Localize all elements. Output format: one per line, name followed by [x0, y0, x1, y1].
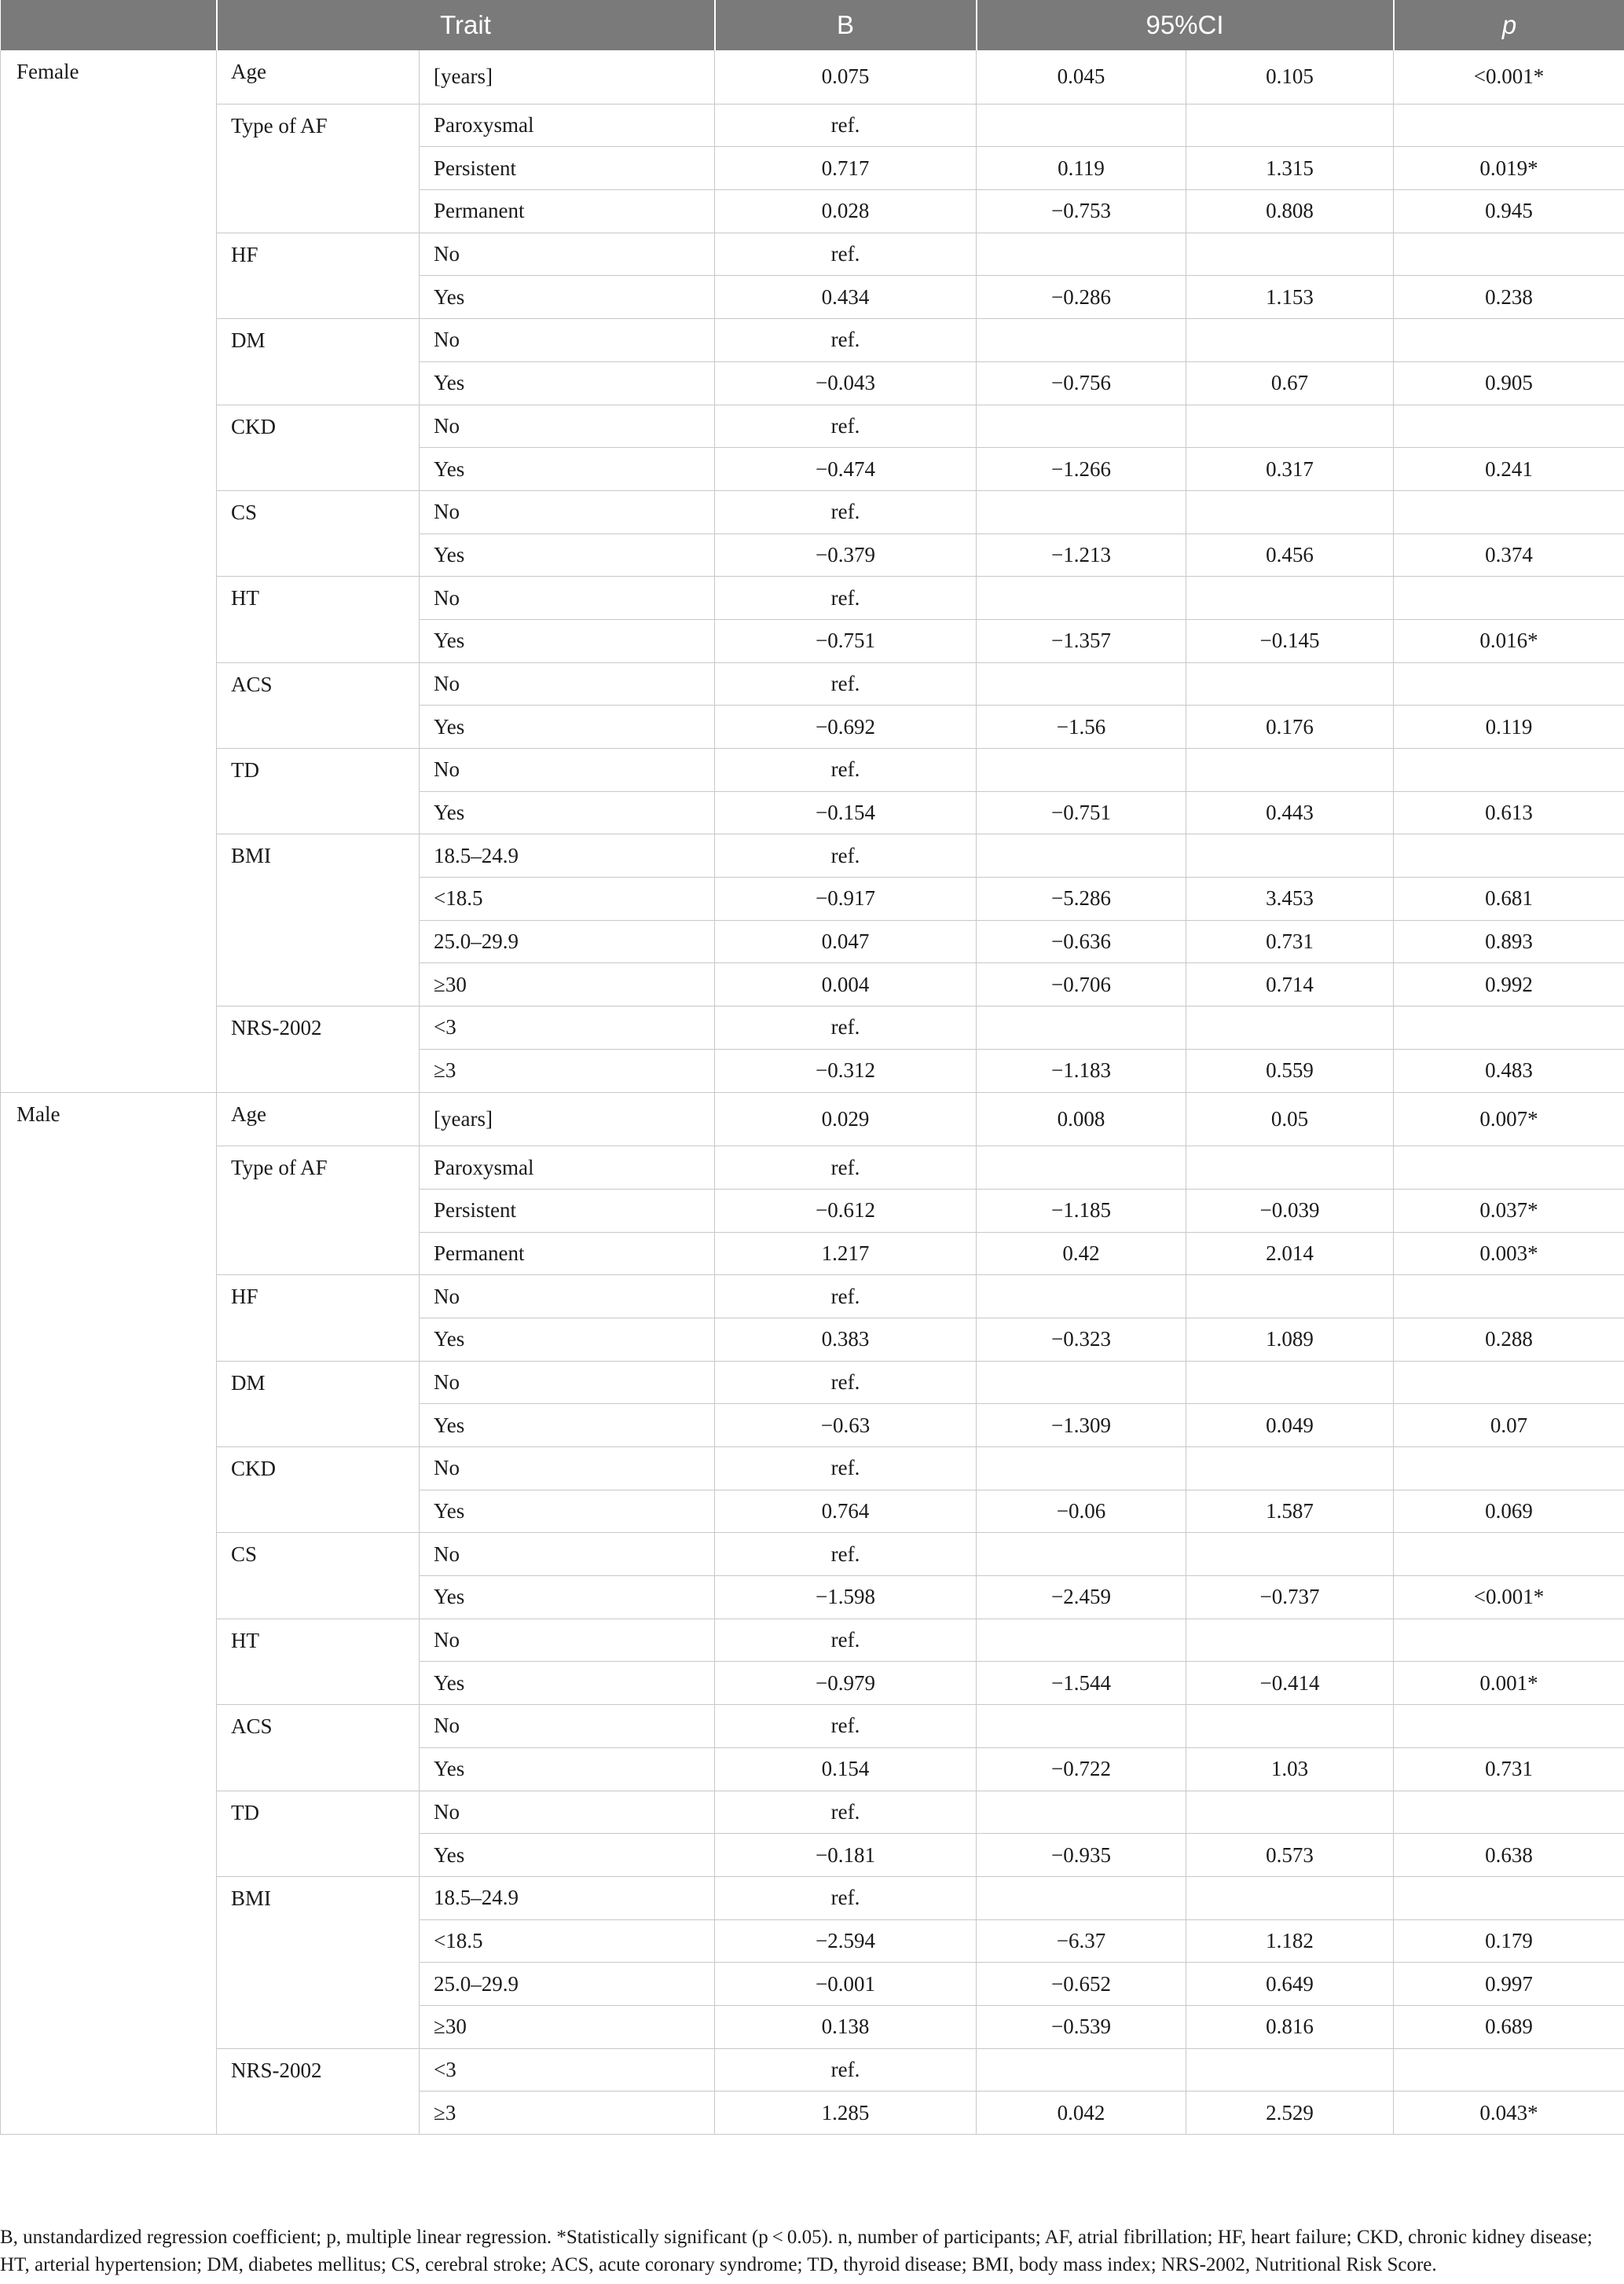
level-cell: 25.0–29.9 [420, 1963, 715, 2006]
ci-lower-cell [977, 233, 1186, 276]
ci-upper-cell [1186, 1705, 1394, 1748]
ci-upper-cell: 0.456 [1186, 533, 1394, 577]
level-cell: [years] [420, 50, 715, 104]
p-value-cell [1394, 577, 1624, 620]
level-cell: ≥30 [420, 2005, 715, 2048]
b-value-cell: −0.154 [715, 791, 977, 834]
p-value-cell [1394, 1533, 1624, 1576]
ci-lower-cell [977, 1876, 1186, 1919]
p-value-cell: 0.003* [1394, 1232, 1624, 1275]
level-cell: Paroxysmal [420, 104, 715, 147]
ci-lower-cell: 0.119 [977, 147, 1186, 190]
ci-upper-cell [1186, 2048, 1394, 2092]
ci-upper-cell: 1.089 [1186, 1318, 1394, 1361]
ci-lower-cell: −0.286 [977, 276, 1186, 319]
b-value-cell: −0.379 [715, 533, 977, 577]
ci-lower-cell: −0.706 [977, 963, 1186, 1006]
trait-label: ACS [217, 662, 420, 748]
level-cell: <18.5 [420, 878, 715, 921]
level-cell: No [420, 1533, 715, 1576]
ci-lower-cell: −0.323 [977, 1318, 1186, 1361]
b-value-cell: ref. [715, 1876, 977, 1919]
trait-label: BMI [217, 1876, 420, 2048]
ci-upper-cell: 0.176 [1186, 706, 1394, 749]
trait-label: ACS [217, 1705, 420, 1791]
b-value-cell: ref. [715, 1447, 977, 1490]
p-value-cell: 0.731 [1394, 1747, 1624, 1791]
b-value-cell: −0.917 [715, 878, 977, 921]
level-cell: Yes [420, 448, 715, 491]
level-cell: Yes [420, 1490, 715, 1533]
b-value-cell: ref. [715, 233, 977, 276]
p-value-cell [1394, 1876, 1624, 1919]
ci-upper-cell: 0.049 [1186, 1404, 1394, 1447]
level-cell: No [420, 577, 715, 620]
p-value-cell [1394, 1275, 1624, 1318]
p-value-cell [1394, 233, 1624, 276]
header-blank [1, 0, 217, 50]
ci-upper-cell [1186, 319, 1394, 362]
b-value-cell: ref. [715, 1006, 977, 1050]
ci-upper-cell: 0.714 [1186, 963, 1394, 1006]
level-cell: Persistent [420, 1189, 715, 1232]
ci-lower-cell: −1.183 [977, 1049, 1186, 1092]
p-value-cell: 0.945 [1394, 190, 1624, 233]
p-value-cell [1394, 1006, 1624, 1050]
b-value-cell: −2.594 [715, 1919, 977, 1963]
table-row [1, 1006, 1624, 1050]
b-value-cell: −0.692 [715, 706, 977, 749]
header-p: p [1394, 0, 1624, 50]
p-value-cell: 0.019* [1394, 147, 1624, 190]
b-value-cell: −0.979 [715, 1662, 977, 1705]
b-value-cell: ref. [715, 490, 977, 533]
level-cell: Paroxysmal [420, 1146, 715, 1190]
ci-upper-cell: −0.414 [1186, 1662, 1394, 1705]
ci-upper-cell [1186, 405, 1394, 448]
b-value-cell: 1.217 [715, 1232, 977, 1275]
level-cell: Yes [420, 1404, 715, 1447]
ci-lower-cell: −1.309 [977, 1404, 1186, 1447]
trait-label: Age [217, 1092, 420, 1146]
ci-upper-cell [1186, 490, 1394, 533]
trait-label: HT [217, 1619, 420, 1704]
level-cell: No [420, 1791, 715, 1834]
b-value-cell: −0.181 [715, 1834, 977, 1877]
b-value-cell: ref. [715, 749, 977, 792]
level-cell: ≥3 [420, 1049, 715, 1092]
level-cell: Yes [420, 1662, 715, 1705]
p-value-cell: 0.119 [1394, 706, 1624, 749]
p-value-cell [1394, 2048, 1624, 2092]
level-cell: Yes [420, 1834, 715, 1877]
ci-upper-cell: 0.649 [1186, 1963, 1394, 2006]
p-value-cell: 0.179 [1394, 1919, 1624, 1963]
trait-label: NRS-2002 [217, 2048, 420, 2134]
level-cell: No [420, 233, 715, 276]
level-cell: Yes [420, 1318, 715, 1361]
b-value-cell: 0.029 [715, 1092, 977, 1146]
b-value-cell: ref. [715, 1146, 977, 1190]
level-cell: No [420, 1619, 715, 1662]
b-value-cell: −0.63 [715, 1404, 977, 1447]
table-row [1, 233, 1624, 276]
level-cell: Yes [420, 791, 715, 834]
p-value-cell: 0.241 [1394, 448, 1624, 491]
ci-lower-cell: −0.935 [977, 1834, 1186, 1877]
ci-upper-cell: 0.816 [1186, 2005, 1394, 2048]
ci-upper-cell [1186, 1275, 1394, 1318]
ci-lower-cell: −1.56 [977, 706, 1186, 749]
p-value-cell [1394, 834, 1624, 878]
table-row [1, 1791, 1624, 1834]
level-cell: ≥3 [420, 2092, 715, 2135]
header-trait: Trait [217, 0, 715, 50]
b-value-cell: 0.028 [715, 190, 977, 233]
p-value-cell: 0.689 [1394, 2005, 1624, 2048]
ci-lower-cell [977, 749, 1186, 792]
p-value-cell: 0.613 [1394, 791, 1624, 834]
table-row [1, 662, 1624, 706]
level-cell: 18.5–24.9 [420, 1876, 715, 1919]
ci-lower-cell [977, 662, 1186, 706]
group-label: Male [1, 1092, 217, 2135]
b-value-cell: 0.717 [715, 147, 977, 190]
b-value-cell: ref. [715, 2048, 977, 2092]
ci-lower-cell: −1.185 [977, 1189, 1186, 1232]
p-value-cell [1394, 490, 1624, 533]
trait-label: NRS-2002 [217, 1006, 420, 1092]
ci-upper-cell: 1.03 [1186, 1747, 1394, 1791]
ci-lower-cell: −0.753 [977, 190, 1186, 233]
table-row [1, 834, 1624, 878]
p-value-cell [1394, 104, 1624, 147]
ci-lower-cell [977, 1791, 1186, 1834]
level-cell: Yes [420, 619, 715, 662]
level-cell: No [420, 319, 715, 362]
trait-label: HF [217, 233, 420, 318]
table-row [1, 1533, 1624, 1576]
p-value-cell: 0.007* [1394, 1092, 1624, 1146]
ci-lower-cell [977, 1447, 1186, 1490]
table-body [1, 50, 1624, 2135]
table-row [1, 1619, 1624, 1662]
p-value-cell: 0.07 [1394, 1404, 1624, 1447]
ci-lower-cell: 0.045 [977, 50, 1186, 104]
b-value-cell: ref. [715, 405, 977, 448]
p-value-cell [1394, 1791, 1624, 1834]
b-value-cell: ref. [715, 1705, 977, 1748]
b-value-cell: ref. [715, 1361, 977, 1404]
ci-lower-cell: −1.266 [977, 448, 1186, 491]
b-value-cell: −0.751 [715, 619, 977, 662]
ci-lower-cell [977, 490, 1186, 533]
ci-lower-cell: −0.751 [977, 791, 1186, 834]
p-value-cell [1394, 1447, 1624, 1490]
table-row [1, 749, 1624, 792]
p-value-cell [1394, 1361, 1624, 1404]
level-cell: Yes [420, 533, 715, 577]
level-cell: Permanent [420, 1232, 715, 1275]
p-value-cell: <0.001* [1394, 50, 1624, 104]
ci-upper-cell [1186, 1006, 1394, 1050]
ci-upper-cell: 0.317 [1186, 448, 1394, 491]
ci-upper-cell: 0.559 [1186, 1049, 1394, 1092]
ci-lower-cell: −0.756 [977, 361, 1186, 405]
p-value-cell [1394, 749, 1624, 792]
ci-upper-cell [1186, 1533, 1394, 1576]
table-row [1, 1705, 1624, 1748]
table-row [1, 490, 1624, 533]
b-value-cell: −0.001 [715, 1963, 977, 2006]
ci-upper-cell: −0.145 [1186, 619, 1394, 662]
level-cell: Yes [420, 1576, 715, 1619]
ci-upper-cell [1186, 1447, 1394, 1490]
p-value-cell: 0.638 [1394, 1834, 1624, 1877]
b-value-cell: −1.598 [715, 1576, 977, 1619]
ci-lower-cell [977, 577, 1186, 620]
ci-upper-cell: 0.05 [1186, 1092, 1394, 1146]
trait-label: DM [217, 1361, 420, 1446]
p-value-cell [1394, 1146, 1624, 1190]
b-value-cell: ref. [715, 319, 977, 362]
p-value-cell: <0.001* [1394, 1576, 1624, 1619]
level-cell: ≥30 [420, 963, 715, 1006]
table-row [1, 1876, 1624, 1919]
table-row [1, 1447, 1624, 1490]
b-value-cell: 0.764 [715, 1490, 977, 1533]
trait-label: TD [217, 1791, 420, 1876]
ci-upper-cell: 0.808 [1186, 190, 1394, 233]
ci-upper-cell: 3.453 [1186, 878, 1394, 921]
ci-upper-cell [1186, 1876, 1394, 1919]
table-row [1, 104, 1624, 147]
ci-lower-cell: −0.652 [977, 1963, 1186, 2006]
b-value-cell: ref. [715, 1791, 977, 1834]
b-value-cell: 1.285 [715, 2092, 977, 2135]
ci-upper-cell [1186, 104, 1394, 147]
ci-lower-cell: −5.286 [977, 878, 1186, 921]
ci-lower-cell [977, 1275, 1186, 1318]
p-value-cell: 0.037* [1394, 1189, 1624, 1232]
level-cell: Yes [420, 706, 715, 749]
level-cell: Permanent [420, 190, 715, 233]
ci-lower-cell: 0.042 [977, 2092, 1186, 2135]
level-cell: No [420, 405, 715, 448]
ci-upper-cell [1186, 1791, 1394, 1834]
ci-upper-cell: 0.443 [1186, 791, 1394, 834]
level-cell: Yes [420, 1747, 715, 1791]
level-cell: No [420, 1275, 715, 1318]
trait-label: Type of AF [217, 104, 420, 233]
ci-upper-cell: 2.529 [1186, 2092, 1394, 2135]
b-value-cell: ref. [715, 1619, 977, 1662]
ci-lower-cell: −0.06 [977, 1490, 1186, 1533]
p-value-cell: 0.043* [1394, 2092, 1624, 2135]
p-value-cell: 0.992 [1394, 963, 1624, 1006]
b-value-cell: ref. [715, 1275, 977, 1318]
trait-label: Age [217, 50, 420, 104]
trait-label: CKD [217, 405, 420, 490]
ci-upper-cell [1186, 233, 1394, 276]
ci-lower-cell [977, 1361, 1186, 1404]
level-cell: Persistent [420, 147, 715, 190]
ci-upper-cell: 0.731 [1186, 920, 1394, 963]
ci-upper-cell: 1.182 [1186, 1919, 1394, 1963]
b-value-cell: −0.043 [715, 361, 977, 405]
header-b: B [715, 0, 977, 50]
trait-label: Type of AF [217, 1146, 420, 1275]
b-value-cell: 0.434 [715, 276, 977, 319]
trait-label: HF [217, 1275, 420, 1361]
b-value-cell: ref. [715, 577, 977, 620]
table-row [1, 1361, 1624, 1404]
p-value-cell: 0.069 [1394, 1490, 1624, 1533]
table-row [1, 1092, 1624, 1146]
level-cell: No [420, 1447, 715, 1490]
level-cell: <18.5 [420, 1919, 715, 1963]
ci-upper-cell: 1.587 [1186, 1490, 1394, 1533]
ci-lower-cell [977, 405, 1186, 448]
p-value-cell: 0.681 [1394, 878, 1624, 921]
ci-upper-cell [1186, 577, 1394, 620]
p-value-cell: 0.288 [1394, 1318, 1624, 1361]
level-cell: 18.5–24.9 [420, 834, 715, 878]
p-value-cell: 0.483 [1394, 1049, 1624, 1092]
ci-upper-cell: 0.105 [1186, 50, 1394, 104]
trait-label: HT [217, 577, 420, 662]
level-cell: [years] [420, 1092, 715, 1146]
trait-label: CKD [217, 1447, 420, 1533]
p-value-cell: 0.905 [1394, 361, 1624, 405]
table-row [1, 405, 1624, 448]
trait-label: CS [217, 1533, 420, 1619]
trait-label: CS [217, 490, 420, 576]
ci-upper-cell: 0.573 [1186, 1834, 1394, 1877]
level-cell: Yes [420, 361, 715, 405]
ci-lower-cell [977, 1533, 1186, 1576]
table-row [1, 1275, 1624, 1318]
ci-upper-cell [1186, 1619, 1394, 1662]
p-value-cell: 0.997 [1394, 1963, 1624, 2006]
p-value-cell [1394, 319, 1624, 362]
trait-label: TD [217, 749, 420, 834]
b-value-cell: −0.474 [715, 448, 977, 491]
ci-upper-cell [1186, 1146, 1394, 1190]
p-value-cell: 0.016* [1394, 619, 1624, 662]
ci-lower-cell [977, 1146, 1186, 1190]
level-cell: No [420, 1705, 715, 1748]
table-row [1, 319, 1624, 362]
b-value-cell: ref. [715, 104, 977, 147]
header-ci: 95%CI [977, 0, 1394, 50]
level-cell: No [420, 490, 715, 533]
b-value-cell: 0.075 [715, 50, 977, 104]
level-cell: No [420, 749, 715, 792]
ci-upper-cell: 1.153 [1186, 276, 1394, 319]
ci-lower-cell: −0.722 [977, 1747, 1186, 1791]
ci-lower-cell [977, 2048, 1186, 2092]
level-cell: <3 [420, 2048, 715, 2092]
ci-upper-cell: −0.039 [1186, 1189, 1394, 1232]
ci-lower-cell: −1.213 [977, 533, 1186, 577]
ci-upper-cell [1186, 834, 1394, 878]
level-cell: No [420, 1361, 715, 1404]
ci-lower-cell: 0.008 [977, 1092, 1186, 1146]
b-value-cell: ref. [715, 662, 977, 706]
b-value-cell: ref. [715, 1533, 977, 1576]
trait-label: BMI [217, 834, 420, 1006]
b-value-cell: 0.004 [715, 963, 977, 1006]
ci-upper-cell: −0.737 [1186, 1576, 1394, 1619]
b-value-cell: 0.047 [715, 920, 977, 963]
b-value-cell: −0.312 [715, 1049, 977, 1092]
level-cell: <3 [420, 1006, 715, 1050]
ci-lower-cell [977, 834, 1186, 878]
level-cell: No [420, 662, 715, 706]
trait-label: DM [217, 319, 420, 405]
b-value-cell: −0.612 [715, 1189, 977, 1232]
b-value-cell: 0.154 [715, 1747, 977, 1791]
group-label: Female [1, 50, 217, 1092]
table-row [1, 1146, 1624, 1190]
b-value-cell: ref. [715, 834, 977, 878]
p-value-cell [1394, 405, 1624, 448]
table-header [1, 0, 1624, 50]
ci-upper-cell: 0.67 [1186, 361, 1394, 405]
table-row [1, 2048, 1624, 2092]
ci-upper-cell: 1.315 [1186, 147, 1394, 190]
table-row [1, 577, 1624, 620]
ci-lower-cell: −1.357 [977, 619, 1186, 662]
ci-lower-cell: −1.544 [977, 1662, 1186, 1705]
ci-lower-cell: −0.636 [977, 920, 1186, 963]
b-value-cell: 0.383 [715, 1318, 977, 1361]
p-value-cell: 0.001* [1394, 1662, 1624, 1705]
ci-upper-cell [1186, 1361, 1394, 1404]
ci-lower-cell [977, 1619, 1186, 1662]
table-footnote: B, unstandardized regression coefficient; p, multiple linear regression. *Statistically significant (p < 0.05). n, number of participants; AF, atrial fibrillation; HF, heart failure; CKD, chronic kidney disease; HT, arterial hypertension; DM, diabetes mellitus; CS, cerebral stroke; ACS, acute coronary syndrome; TD, thyroid disease; BMI, body mass index; NRS-2002, Nutritional Risk Score. [0, 2227, 1593, 2275]
p-value-cell: 0.238 [1394, 276, 1624, 319]
p-value-cell [1394, 662, 1624, 706]
ci-upper-cell: 2.014 [1186, 1232, 1394, 1275]
header-row [1, 0, 1624, 50]
table-row [1, 50, 1624, 104]
ci-lower-cell [977, 319, 1186, 362]
p-value-cell: 0.374 [1394, 533, 1624, 577]
p-value-cell: 0.893 [1394, 920, 1624, 963]
ci-upper-cell [1186, 662, 1394, 706]
level-cell: 25.0–29.9 [420, 920, 715, 963]
ci-upper-cell [1186, 749, 1394, 792]
ci-lower-cell: −2.459 [977, 1576, 1186, 1619]
level-cell: Yes [420, 276, 715, 319]
p-value-cell [1394, 1705, 1624, 1748]
p-value-cell [1394, 1619, 1624, 1662]
ci-lower-cell [977, 104, 1186, 147]
ci-lower-cell [977, 1705, 1186, 1748]
ci-lower-cell: −6.37 [977, 1919, 1186, 1963]
ci-lower-cell [977, 1006, 1186, 1050]
b-value-cell: 0.138 [715, 2005, 977, 2048]
ci-lower-cell: −0.539 [977, 2005, 1186, 2048]
ci-lower-cell: 0.42 [977, 1232, 1186, 1275]
